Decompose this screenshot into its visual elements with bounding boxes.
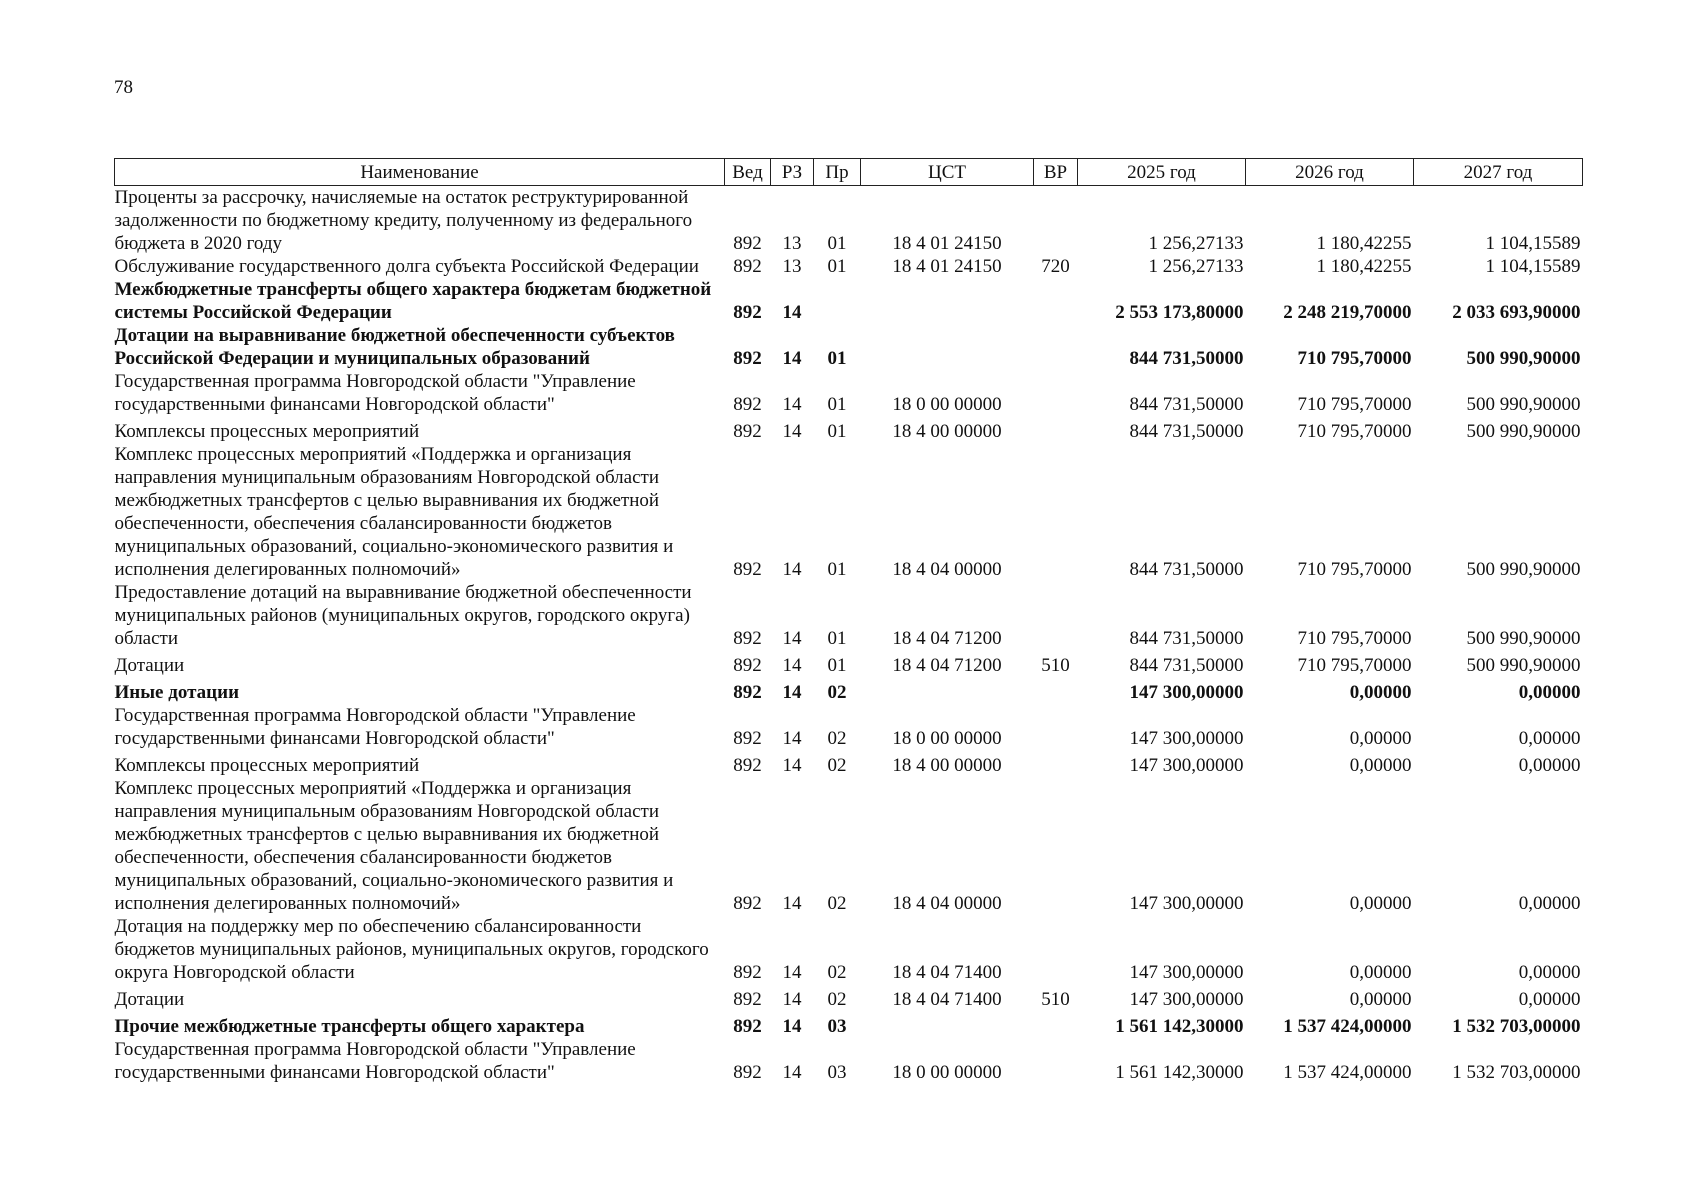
cell-name: Обслуживание государственного долга субъекта Российской Федерации [114,256,699,277]
cell-2025: 1 256,27133 [1148,256,1244,277]
cell-2026: 0,00000 [1349,989,1412,1010]
cell-pr: 03 [827,1016,847,1037]
cell-pr: 01 [827,256,847,277]
cell-rz: 14 [782,728,802,749]
cell-vr [1034,443,1078,581]
cell-cst [861,278,1034,324]
table-row [115,581,1583,650]
cell-vr [1034,186,1078,256]
cell-cst: 18 4 00 00000 [892,421,1002,442]
cell-2025: 147 300,00000 [1129,962,1244,983]
cell-cst [861,677,1034,704]
cell-2027: 1 104,15589 [1485,233,1581,254]
cell-2027: 500 990,90000 [1466,421,1581,442]
cell-2025: 147 300,00000 [1129,989,1244,1010]
table-row [115,984,1583,1011]
cell-rz: 14 [782,348,802,369]
cell-2025: 147 300,00000 [1129,728,1244,749]
cell-2026: 0,00000 [1349,755,1412,776]
cell-2027: 0,00000 [1518,893,1581,914]
cell-name: Прочие межбюджетные трансферты общего характера [114,1016,585,1037]
cell-rz: 14 [782,1016,802,1037]
cell-ved: 892 [733,256,762,277]
header-cst: ЦСТ [861,159,1034,186]
cell-rz: 14 [782,962,802,983]
page-number: 78 [114,77,133,98]
table-row [115,750,1583,777]
cell-name: Дотации [114,989,185,1010]
cell-2027: 500 990,90000 [1466,628,1581,649]
cell-vr [1034,777,1078,915]
budget-table [114,158,1583,1084]
cell-pr: 01 [827,348,847,369]
cell-ved: 892 [733,655,762,676]
cell-2025: 844 731,50000 [1129,559,1244,580]
cell-rz: 14 [782,989,802,1010]
cell-2026: 0,00000 [1349,682,1412,703]
cell-2026: 1 537 424,00000 [1283,1062,1412,1083]
cell-vr: 720 [1041,256,1070,277]
table-row [115,324,1583,370]
cell-vr [1034,915,1078,984]
cell-2026: 1 537 424,00000 [1283,1016,1412,1037]
cell-2026: 710 795,70000 [1297,628,1412,649]
cell-2026: 1 180,42255 [1316,256,1412,277]
cell-name: Государственная программа Новгородской области "Управление государственными финансами Новгородской области" [114,371,636,415]
cell-name: Дотация на поддержку мер по обеспечению сбалансированности бюджетов муниципальных районов, муниципальных округов, городского округа Новгородской области [114,916,709,983]
cell-2025: 147 300,00000 [1129,755,1244,776]
cell-pr: 01 [827,655,847,676]
cell-cst: 18 4 01 24150 [892,256,1002,277]
header-2027: 2027 год [1414,159,1583,186]
cell-cst: 18 4 04 71200 [892,628,1002,649]
cell-name: Комплексы процессных мероприятий [114,421,420,442]
header-2025: 2025 год [1078,159,1246,186]
cell-name: Иные дотации [114,682,240,703]
cell-cst: 18 4 04 71200 [892,655,1002,676]
header-rz: РЗ [771,159,814,186]
cell-2025: 1 256,27133 [1148,233,1244,254]
cell-rz: 14 [782,1062,802,1083]
cell-rz: 14 [782,682,802,703]
table-row [115,278,1583,324]
cell-2025: 844 731,50000 [1129,348,1244,369]
cell-vr [1034,1011,1078,1038]
cell-2026: 710 795,70000 [1297,655,1412,676]
cell-name: Комплекс процессных мероприятий «Поддержка и организация направления муниципальным образованиям Новгородской области межбюджетных трансфертов с целью выравнивания их бюджетной обеспеченности, обеспечения сбалансированности бюджетов муниципальных образований, социально-экономического развития и исполнения делегированных полномочий» [114,444,674,580]
cell-2025: 147 300,00000 [1129,893,1244,914]
cell-2027: 0,00000 [1518,962,1581,983]
cell-vr [1034,1038,1078,1084]
table-row [115,650,1583,677]
cell-2026: 0,00000 [1349,893,1412,914]
cell-2027: 500 990,90000 [1466,394,1581,415]
cell-rz: 14 [782,421,802,442]
cell-2025: 2 553 173,80000 [1115,302,1244,323]
cell-cst: 18 0 00 00000 [892,394,1002,415]
header-2026: 2026 год [1246,159,1414,186]
cell-name: Дотации на выравнивание бюджетной обеспеченности субъектов Российской Федерации и муниципальных образований [114,325,675,369]
cell-name: Межбюджетные трансферты общего характера бюджетам бюджетной системы Российской Федерации [114,279,712,323]
cell-ved: 892 [733,1062,762,1083]
cell-pr: 01 [827,421,847,442]
cell-2027: 0,00000 [1518,989,1581,1010]
cell-pr [814,278,861,324]
cell-vr [1034,416,1078,443]
cell-name: Комплексы процессных мероприятий [114,755,420,776]
cell-2026: 0,00000 [1349,962,1412,983]
table-row [115,443,1583,581]
cell-2027: 2 033 693,90000 [1452,302,1581,323]
cell-cst: 18 0 00 00000 [892,1062,1002,1083]
table-row [115,915,1583,984]
cell-ved: 892 [733,559,762,580]
cell-2026: 710 795,70000 [1297,421,1412,442]
cell-vr [1034,704,1078,750]
table-row [115,777,1583,915]
cell-cst [861,1011,1034,1038]
cell-2027: 500 990,90000 [1466,655,1581,676]
cell-cst [861,324,1034,370]
cell-2027: 0,00000 [1518,728,1581,749]
cell-pr: 02 [827,728,847,749]
cell-2025: 844 731,50000 [1129,421,1244,442]
cell-ved: 892 [733,348,762,369]
cell-ved: 892 [733,682,762,703]
cell-rz: 14 [782,394,802,415]
cell-name: Дотации [114,655,185,676]
cell-2027: 1 104,15589 [1485,256,1581,277]
cell-ved: 892 [733,1016,762,1037]
cell-2025: 1 561 142,30000 [1115,1016,1244,1037]
cell-vr [1034,677,1078,704]
cell-2027: 500 990,90000 [1466,348,1581,369]
cell-ved: 892 [733,394,762,415]
cell-vr [1034,581,1078,650]
cell-name: Проценты за рассрочку, начисляемые на остаток реструктурированной задолженности по бюджетному кредиту, полученному из федерального бюджета в 2020 году [114,187,693,254]
cell-cst: 18 4 04 00000 [892,893,1002,914]
cell-vr [1034,324,1078,370]
cell-ved: 892 [733,233,762,254]
table-row [115,186,1583,256]
cell-pr: 01 [827,559,847,580]
header-ved: Вед [725,159,771,186]
cell-cst: 18 0 00 00000 [892,728,1002,749]
cell-2027: 1 532 703,00000 [1452,1016,1581,1037]
cell-rz: 14 [782,893,802,914]
cell-rz: 14 [782,628,802,649]
cell-rz: 14 [782,559,802,580]
cell-pr: 02 [827,962,847,983]
cell-vr: 510 [1041,655,1070,676]
cell-cst: 18 4 00 00000 [892,755,1002,776]
header-pr: Пр [814,159,861,186]
cell-name: Предоставление дотаций на выравнивание бюджетной обеспеченности муниципальных районов (муниципальных округов, городского округа) области [114,582,692,649]
cell-rz: 13 [782,256,802,277]
cell-ved: 892 [733,302,762,323]
cell-vr: 510 [1041,989,1070,1010]
cell-cst: 18 4 04 00000 [892,559,1002,580]
cell-pr: 01 [827,394,847,415]
cell-rz: 14 [782,302,802,323]
cell-2025: 1 561 142,30000 [1115,1062,1244,1083]
cell-ved: 892 [733,962,762,983]
cell-2025: 844 731,50000 [1129,394,1244,415]
cell-2027: 0,00000 [1518,682,1581,703]
table-row [115,416,1583,443]
cell-2025: 147 300,00000 [1129,682,1244,703]
cell-pr: 02 [827,893,847,914]
cell-2026: 0,00000 [1349,728,1412,749]
cell-pr: 01 [827,628,847,649]
cell-2025: 844 731,50000 [1129,628,1244,649]
cell-pr: 02 [827,989,847,1010]
header-vr: ВР [1034,159,1078,186]
cell-2026: 710 795,70000 [1297,348,1412,369]
cell-cst: 18 4 01 24150 [892,233,1002,254]
table-row [115,1011,1583,1038]
header-name: Наименование [115,159,725,186]
cell-rz: 14 [782,755,802,776]
table-row [115,704,1583,750]
cell-2027: 0,00000 [1518,755,1581,776]
cell-ved: 892 [733,628,762,649]
cell-cst: 18 4 04 71400 [892,962,1002,983]
cell-vr [1034,278,1078,324]
cell-ved: 892 [733,989,762,1010]
table-row [115,255,1583,278]
cell-ved: 892 [733,755,762,776]
cell-rz: 13 [782,233,802,254]
cell-cst: 18 4 04 71400 [892,989,1002,1010]
table-row [115,1038,1583,1084]
cell-2025: 844 731,50000 [1129,655,1244,676]
cell-pr: 02 [827,682,847,703]
cell-2026: 710 795,70000 [1297,394,1412,415]
cell-ved: 892 [733,421,762,442]
cell-2027: 1 532 703,00000 [1452,1062,1581,1083]
table-header-row [115,159,1583,186]
cell-2026: 710 795,70000 [1297,559,1412,580]
table-row [115,677,1583,704]
cell-pr: 01 [827,233,847,254]
cell-vr [1034,370,1078,416]
cell-pr: 02 [827,755,847,776]
cell-name: Государственная программа Новгородской области "Управление государственными финансами Новгородской области" [114,1039,636,1083]
table-row [115,370,1583,416]
cell-2026: 1 180,42255 [1316,233,1412,254]
table-body [115,186,1583,1085]
cell-ved: 892 [733,728,762,749]
cell-2026: 2 248 219,70000 [1283,302,1412,323]
cell-rz: 14 [782,655,802,676]
cell-pr: 03 [827,1062,847,1083]
cell-name: Комплекс процессных мероприятий «Поддержка и организация направления муниципальным образованиям Новгородской области межбюджетных трансфертов с целью выравнивания их бюджетной обеспеченности, обеспечения сбалансированности бюджетов муниципальных образований, социально-экономического развития и исполнения делегированных полномочий» [114,778,674,914]
cell-vr [1034,750,1078,777]
cell-name: Государственная программа Новгородской области "Управление государственными финансами Новгородской области" [114,705,636,749]
cell-2027: 500 990,90000 [1466,559,1581,580]
cell-ved: 892 [733,893,762,914]
